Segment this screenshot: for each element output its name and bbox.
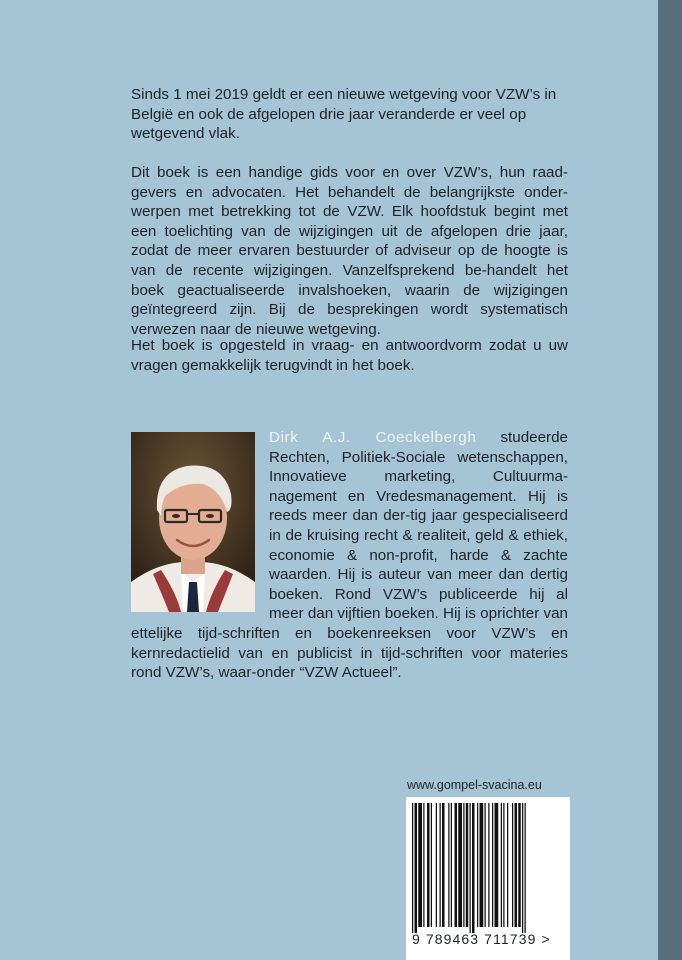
barcode-bar: [455, 803, 458, 927]
barcode-bar: [427, 803, 430, 927]
barcode-bar: [415, 803, 418, 933]
barcode-bar: [423, 803, 424, 927]
barcode-bar: [495, 803, 499, 927]
publisher-website: www.gompel-svacina.eu: [407, 778, 542, 792]
barcode-bar: [418, 803, 422, 927]
intro-paragraph-2: Dit boek is een handige gids voor en over VZW’s, hun raad-gevers en advocaten. Het behandelt de belangrijkste onder-werpen met betrekking tot de VZW. Elk hoofdstuk begint met een toelichting van de wijzigingen uit de afgelopen drie jaar, zodat de meer ervaren bestuurder of adviseur op de hoogte is van de recente wijzigingen. Vanzelfsprekend be-handelt het boek geactualiseerde invalshoeken, waarin de wijzigingen geïntegreerd zijn. Bij de besprekingen wordt systematisch verwezen naar de nieuwe wetgeving.: [131, 164, 568, 338]
barcode-bar: [488, 803, 489, 927]
author-portrait: [131, 432, 255, 612]
author-bio: [131, 428, 568, 683]
barcode-bar: [485, 803, 486, 927]
barcode-bar: [515, 803, 518, 927]
book-spine-edge: [658, 0, 682, 960]
isbn-number: 9 789463 711739 >: [412, 931, 551, 947]
intro-paragraph-1: Sinds 1 mei 2019 geldt er een nieuwe wetgeving voor VZW’s in België en ook de afgelopen drie jaar veranderde er veel op wetgevend vlak.: [131, 86, 557, 143]
intro-paragraph-3: Het boek is opgesteld in vraag- en antwoordvorm zodat u uw vragen gemakkelijk terugvindt in het boek.: [131, 337, 568, 374]
isbn-barcode: [406, 797, 570, 960]
barcode-bar: [512, 803, 513, 927]
barcode-bar: [525, 803, 526, 933]
barcode-bar: [503, 803, 504, 927]
barcode-bar: [442, 803, 445, 927]
barcode-bar: [492, 803, 493, 927]
barcode-bar: [458, 803, 462, 927]
barcode-bar: [440, 803, 441, 927]
barcode-bar: [448, 803, 449, 927]
author-name: Dirk A.J. Coeckelbergh: [269, 429, 477, 446]
barcode-bar: [507, 803, 508, 927]
author-bio-text: studeerde Rechten, Politiek-Sociale wetenschappen, Innovatieve marketing, Cultuurma-nagement en Vredesmanagement. Hij is reeds meer dan der-tig jaar gespecialiseerd in de kruising recht & realiteit, geld & ethiek, economie & non-profit, harde & zachte waarden. Hij is auteur van meer dan dertig boeken. Rond VZW’s publiceerde hij al meer dan vijftien boeken. Hij is oprichter van ettelijke tijd-schriften en boekenreeksen voor VZW’s en kernredactielid van en publicist in tijd-schriften voor materies rond VZW’s, waar-onder “VZW Actueel”.: [131, 429, 568, 682]
barcode-bar: [466, 803, 469, 927]
barcode-bar: [451, 803, 452, 927]
barcode-bar: [522, 803, 523, 933]
barcode-bar: [463, 803, 464, 927]
barcode-bar: [412, 803, 413, 933]
barcode-bar: [477, 803, 478, 927]
barcode-bar: [518, 803, 521, 927]
barcode-bar: [470, 803, 471, 933]
barcode-bar: [431, 803, 432, 927]
barcode-bar: [472, 803, 475, 933]
barcode-bar: [480, 803, 484, 927]
barcode-bar: [501, 803, 502, 927]
barcode-bar: [436, 803, 437, 927]
